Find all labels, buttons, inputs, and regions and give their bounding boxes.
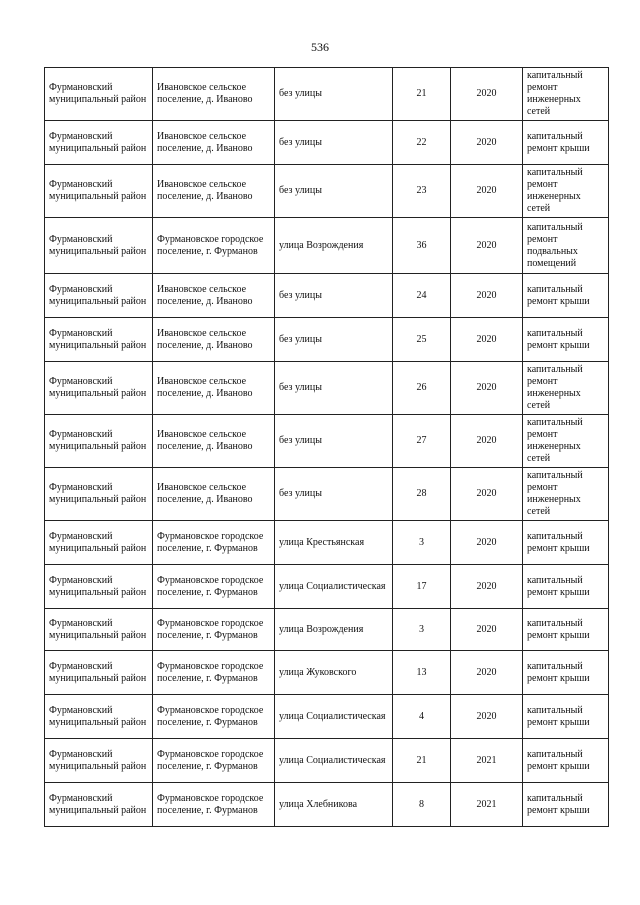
work-type-cell: капитальный ремонт крыши xyxy=(523,121,609,165)
district-cell: Фурмановский муниципальный район xyxy=(45,783,153,827)
district-cell: Фурмановский муниципальный район xyxy=(45,415,153,468)
district-cell: Фурмановский муниципальный район xyxy=(45,565,153,609)
house-number-cell: 17 xyxy=(393,565,451,609)
year-cell: 2020 xyxy=(451,521,523,565)
table-row xyxy=(45,609,609,651)
year-cell: 2020 xyxy=(451,695,523,739)
district-cell: Фурмановский муниципальный район xyxy=(45,468,153,521)
settlement-cell: Фурмановское городское поселение, г. Фурманов xyxy=(153,739,275,783)
year-cell: 2020 xyxy=(451,318,523,362)
year-cell: 2020 xyxy=(451,68,523,121)
table-row xyxy=(45,318,609,362)
settlement-cell: Ивановское сельское поселение, д. Иваново xyxy=(153,362,275,415)
street-cell: улица Социалистическая xyxy=(275,695,393,739)
work-type-cell: капитальный ремонт крыши xyxy=(523,695,609,739)
settlement-cell: Ивановское сельское поселение, д. Иваново xyxy=(153,415,275,468)
work-type-cell: капитальный ремонт крыши xyxy=(523,521,609,565)
page-number: 536 xyxy=(311,40,329,54)
house-number-cell: 22 xyxy=(393,121,451,165)
year-cell: 2020 xyxy=(451,362,523,415)
table-row xyxy=(45,468,609,521)
work-type-cell: капитальный ремонт подвальных помещений xyxy=(523,218,609,274)
work-type-cell: капитальный ремонт крыши xyxy=(523,274,609,318)
year-cell: 2021 xyxy=(451,739,523,783)
settlement-cell: Ивановское сельское поселение, д. Иваново xyxy=(153,165,275,218)
street-cell: без улицы xyxy=(275,318,393,362)
year-cell: 2021 xyxy=(451,783,523,827)
table-row xyxy=(45,695,609,739)
table-body xyxy=(45,68,609,827)
street-cell: улица Крестьянская xyxy=(275,521,393,565)
house-number-cell: 27 xyxy=(393,415,451,468)
district-cell: Фурмановский муниципальный район xyxy=(45,651,153,695)
table-row xyxy=(45,362,609,415)
street-cell: улица Социалистическая xyxy=(275,565,393,609)
table-row xyxy=(45,521,609,565)
house-number-cell: 23 xyxy=(393,165,451,218)
table-row xyxy=(45,121,609,165)
table-row xyxy=(45,165,609,218)
work-type-cell: капитальный ремонт инженерных сетей xyxy=(523,68,609,121)
house-number-cell: 21 xyxy=(393,739,451,783)
settlement-cell: Фурмановское городское поселение, г. Фурманов xyxy=(153,218,275,274)
street-cell: улица Возрождения xyxy=(275,218,393,274)
work-type-cell: капитальный ремонт крыши xyxy=(523,609,609,651)
repair-schedule-table xyxy=(44,67,609,827)
work-type-cell: капитальный ремонт крыши xyxy=(523,565,609,609)
work-type-cell: капитальный ремонт инженерных сетей xyxy=(523,362,609,415)
district-cell: Фурмановский муниципальный район xyxy=(45,609,153,651)
street-cell: без улицы xyxy=(275,415,393,468)
work-type-cell: капитальный ремонт инженерных сетей xyxy=(523,468,609,521)
settlement-cell: Фурмановское городское поселение, г. Фурманов xyxy=(153,651,275,695)
table-row xyxy=(45,739,609,783)
table-row xyxy=(45,565,609,609)
district-cell: Фурмановский муниципальный район xyxy=(45,362,153,415)
district-cell: Фурмановский муниципальный район xyxy=(45,121,153,165)
street-cell: улица Социалистическая xyxy=(275,739,393,783)
house-number-cell: 26 xyxy=(393,362,451,415)
street-cell: без улицы xyxy=(275,274,393,318)
year-cell: 2020 xyxy=(451,415,523,468)
work-type-cell: капитальный ремонт крыши xyxy=(523,318,609,362)
house-number-cell: 28 xyxy=(393,468,451,521)
year-cell: 2020 xyxy=(451,121,523,165)
house-number-cell: 24 xyxy=(393,274,451,318)
street-cell: улица Возрождения xyxy=(275,609,393,651)
street-cell: без улицы xyxy=(275,68,393,121)
street-cell: без улицы xyxy=(275,165,393,218)
house-number-cell: 36 xyxy=(393,218,451,274)
settlement-cell: Фурмановское городское поселение, г. Фурманов xyxy=(153,783,275,827)
settlement-cell: Ивановское сельское поселение, д. Иваново xyxy=(153,468,275,521)
district-cell: Фурмановский муниципальный район xyxy=(45,695,153,739)
table-row xyxy=(45,783,609,827)
year-cell: 2020 xyxy=(451,468,523,521)
district-cell: Фурмановский муниципальный район xyxy=(45,318,153,362)
work-type-cell: капитальный ремонт инженерных сетей xyxy=(523,165,609,218)
work-type-cell: капитальный ремонт крыши xyxy=(523,739,609,783)
street-cell: улица Хлебникова xyxy=(275,783,393,827)
year-cell: 2020 xyxy=(451,609,523,651)
street-cell: без улицы xyxy=(275,121,393,165)
work-type-cell: капитальный ремонт крыши xyxy=(523,783,609,827)
year-cell: 2020 xyxy=(451,651,523,695)
street-cell: без улицы xyxy=(275,468,393,521)
district-cell: Фурмановский муниципальный район xyxy=(45,274,153,318)
settlement-cell: Фурмановское городское поселение, г. Фурманов xyxy=(153,521,275,565)
year-cell: 2020 xyxy=(451,274,523,318)
district-cell: Фурмановский муниципальный район xyxy=(45,218,153,274)
house-number-cell: 3 xyxy=(393,609,451,651)
street-cell: улица Жуковского xyxy=(275,651,393,695)
house-number-cell: 8 xyxy=(393,783,451,827)
district-cell: Фурмановский муниципальный район xyxy=(45,739,153,783)
work-type-cell: капитальный ремонт инженерных сетей xyxy=(523,415,609,468)
house-number-cell: 25 xyxy=(393,318,451,362)
district-cell: Фурмановский муниципальный район xyxy=(45,521,153,565)
settlement-cell: Фурмановское городское поселение, г. Фурманов xyxy=(153,695,275,739)
settlement-cell: Фурмановское городское поселение, г. Фурманов xyxy=(153,565,275,609)
table-row xyxy=(45,68,609,121)
district-cell: Фурмановский муниципальный район xyxy=(45,165,153,218)
settlement-cell: Ивановское сельское поселение, д. Иваново xyxy=(153,121,275,165)
house-number-cell: 21 xyxy=(393,68,451,121)
house-number-cell: 4 xyxy=(393,695,451,739)
work-type-cell: капитальный ремонт крыши xyxy=(523,651,609,695)
house-number-cell: 3 xyxy=(393,521,451,565)
year-cell: 2020 xyxy=(451,565,523,609)
street-cell: без улицы xyxy=(275,362,393,415)
table-row xyxy=(45,274,609,318)
table-row xyxy=(45,415,609,468)
house-number-cell: 13 xyxy=(393,651,451,695)
year-cell: 2020 xyxy=(451,218,523,274)
settlement-cell: Ивановское сельское поселение, д. Иваново xyxy=(153,274,275,318)
table-row xyxy=(45,651,609,695)
settlement-cell: Ивановское сельское поселение, д. Иваново xyxy=(153,68,275,121)
year-cell: 2020 xyxy=(451,165,523,218)
settlement-cell: Фурмановское городское поселение, г. Фурманов xyxy=(153,609,275,651)
settlement-cell: Ивановское сельское поселение, д. Иваново xyxy=(153,318,275,362)
district-cell: Фурмановский муниципальный район xyxy=(45,68,153,121)
table-row xyxy=(45,218,609,274)
